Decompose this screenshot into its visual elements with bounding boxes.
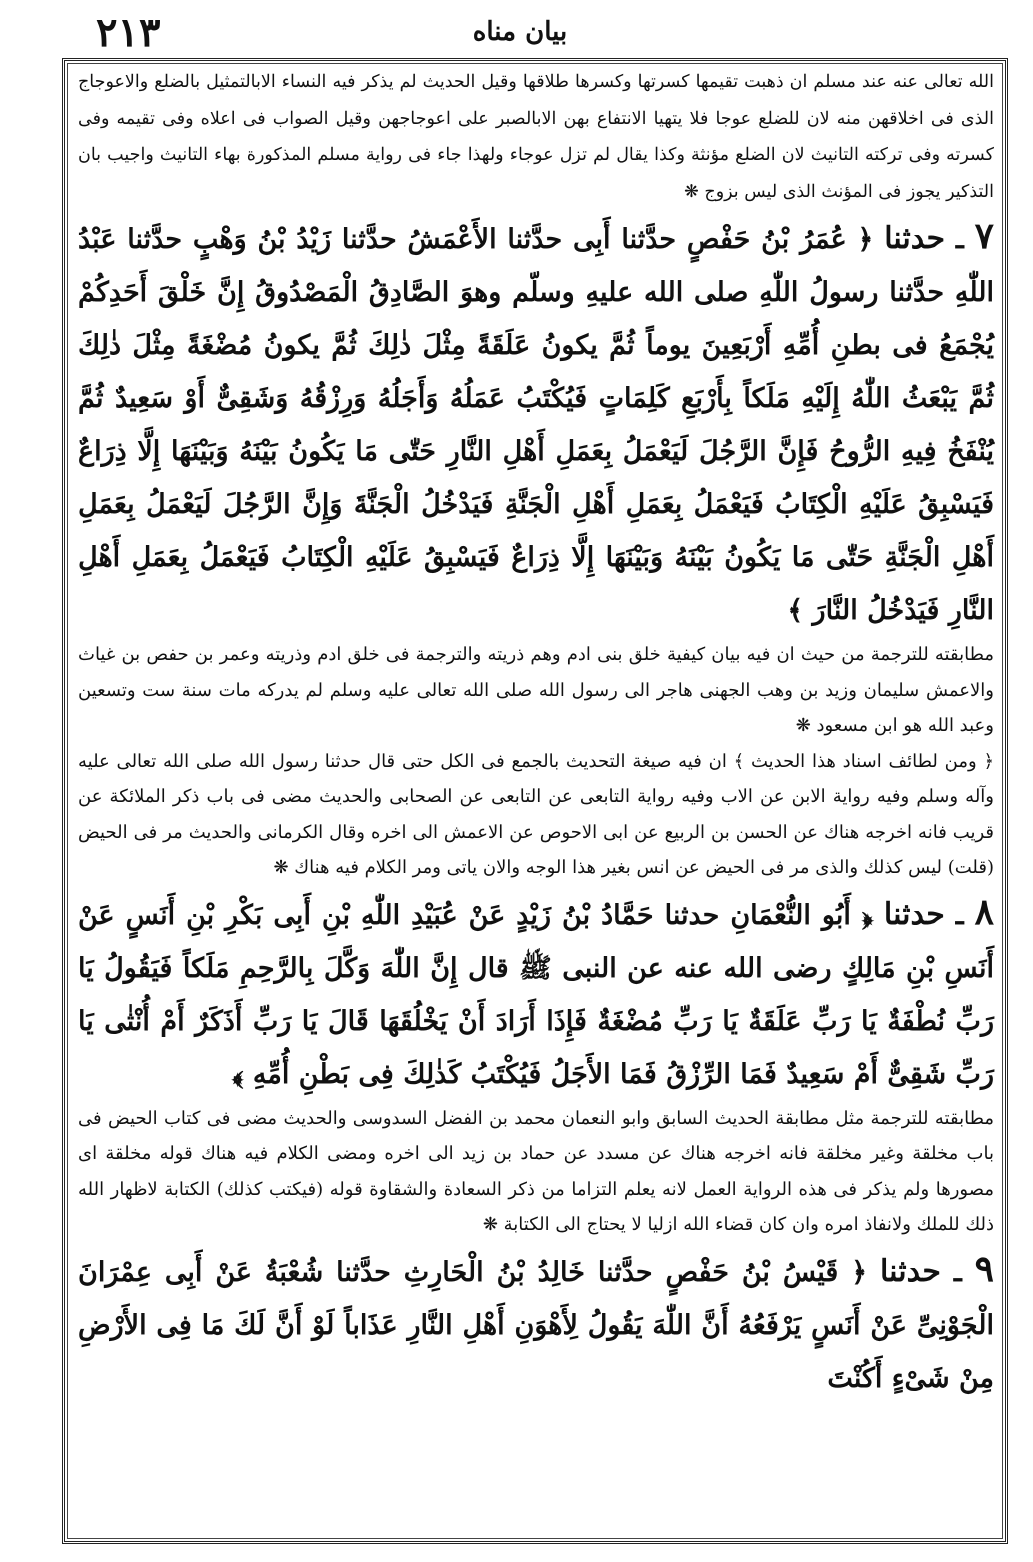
page-number: ۲۱۳ bbox=[96, 9, 161, 56]
commentary-text: مطابقته للترجمة مثل مطابقة الحديث السابق وابو النعمان محمد بن الفضل السدوسى والحديث مضى فى كتاب الحيض فى باب مخلقة وغير مخلقة فانه اخرجه هناك عن مسدد عن حماد بن زيد الى اخره ومضى الكلام فيه هناك قوله مخلقة اى مصورها ولم يذكر فى هذه الرواية العمل لانه يعلم التزاما من ذكر السعادة والشقاوة قوله (فيكتب كذلك) الكتابة لاظهار الله ذلك للملك ولانفاذ امره وان كان قضاء الله ازليا لا يحتاج الى الكتابة ❋ bbox=[78, 1107, 994, 1235]
commentary-hadith-8 bbox=[72, 1101, 1000, 1243]
isnad-subtleties bbox=[72, 744, 1000, 886]
hadith-dash: ـ bbox=[953, 1256, 962, 1288]
commentary-text: مطابقته للترجمة من حيث ان فيه بيان كيفية خلق بنى ادم وهم ذريته والترجمة فى خلق ادم وذريته وعمر بن حفص بن غياث والاعمش سليمان وزيد بن وهب الجهنى هاجر الى رسول الله صلى الله تعالى عليه وسلم لم يدركه مات سنة ست وتسعين وعبد الله هو ابن مسعود ❋ bbox=[78, 644, 994, 736]
running-title: بیان مناه bbox=[472, 17, 568, 47]
hadith-text: ﴿ عُمَرُ بْنُ حَفْصٍ حدَّثنا أَبِى حدَّثنا الأَعْمَشُ حدَّثنا زَيْدُ بْنُ وَهْبٍ حدَّثنا عَبْدُ اللّٰهِ حدَّثنا رسولُ اللّٰهِ صلى الله عليهِ وسلّم وهوَ الصَّادِقُ الْمَصْدُوقُ إِنَّ خَلْقَ أَحَدِكُمْ يُجْمَعُ فى بطنِ أُمِّهِ أَرْبَعِينَ يوماً ثُمَّ يكونُ عَلَقَةً مِثْلَ ذٰلِكَ ثُمَّ يكونُ مُضْغَةً مِثْلَ ذٰلِكَ ثُمَّ يَبْعَثُ اللّٰهُ إِلَيْهِ مَلَكاً بِأَرْبَعِ كَلِمَاتٍ فَيُكْتَبُ عَمَلُهُ وَأَجَلُهُ وَرِزْقُهُ وَشَقِىٌّ أَوْ سَعِيدٌ ثُمَّ يُنْفَخُ فِيهِ الرُّوحُ فَإِنَّ الرَّجُلَ لَيَعْمَلُ بِعَمَلِ أَهْلِ النَّارِ حَتّٰى مَا يَكُونُ بَيْنَهُ وَبَيْنَهَا إِلَّا ذِرَاعٌ فَيَسْبِقُ عَلَيْهِ الْكِتَابُ فَيَعْمَلُ بِعَمَلِ أَهْلِ الْجَنَّةِ فَيَدْخُلُ الْجَنَّةَ وَإِنَّ الرَّجُلَ لَيَعْمَلُ بِعَمَلِ أَهْلِ الْجَنَّةِ حَتّٰى مَا يَكُونُ بَيْنَهُ وَبَيْنَهَا إِلَّا ذِرَاعٌ فَيَسْبِقُ عَلَيْهِ الْكِتَابُ فَيَعْمَلُ بِعَمَلِ أَهْلِ النَّارِ فَيَدْخُلُ النَّارَ ﴾ bbox=[78, 224, 994, 626]
hadith-number: ۸ bbox=[974, 890, 994, 933]
commentary-hadith-7 bbox=[72, 637, 1000, 744]
hadith-text: ﴿ أَبُو النُّعْمَانِ حدثنا حَمَّادُ بْنُ زَيْدٍ عَنْ عُبَيْدِ اللّٰهِ بْنِ أَبِى بَكْرِ بْنِ أَنَسٍ عَنْ أَنَسِ بْنِ مَالِكٍ رضى الله عنه عن النبى ﷺ قال إِنَّ اللّٰهَ وَكَّلَ بِالرَّحِمِ مَلَكاً فَيَقُولُ يَا رَبِّ نُطْفَةٌ يَا رَبِّ عَلَقَةٌ يَا رَبِّ مُضْغَةٌ فَإِذَا أَرَادَ أَنْ يَخْلُقَهَا قَالَ يَا رَبِّ أَذَكَرٌ أَمْ أُنْثٰى يَا رَبِّ شَقِىٌّ أَمْ سَعِيدٌ فَمَا الرِّزْقُ فَمَا الأَجَلُ فَيُكْتَبُ كَذٰلِكَ فِى بَطْنِ أُمِّهِ ﴾ bbox=[78, 899, 994, 1090]
hadith-text: ﴿ قَيْسُ بْنُ حَفْصٍ حدَّثنا خَالِدُ بْنُ الْحَارِثِ حدَّثنا شُعْبَةُ عَنْ أَبِى عِمْرَانَ الْجَوْنِىِّ عَنْ أَنَسٍ يَرْفَعُهُ أَنَّ اللّٰهَ يَقُولُ لِأَهْوَنِ أَهْلِ النَّارِ عَذَاباً لَوْ أَنَّ لَكَ مَا فِى الأَرْضِ مِنْ شَىْءٍ أَكُنْتَ bbox=[78, 1256, 994, 1394]
hadith-number: ۹ bbox=[974, 1247, 995, 1290]
haddathana-marker: حدثنا bbox=[883, 896, 945, 932]
hadith-8 bbox=[72, 886, 1000, 1101]
commentary-text: الله تعالى عنه عند مسلم ان ذهبت تقيمها كسرتها وكسرها طلاقها وقيل الحديث لم يذكر فيه النساء الابالتمثيل بالضلع والاعوجاج الذى فى اخلاقهن منه لان للضلع عوجا فلا يتهيا الانتفاع بهن الابالصبر على اعوجاجهن وقيل الصواب فى اعلاه وفى تقيمه وفى كسرته وفى تركته التانيث لان الضلع مؤنثة وكذا يقال لم تزل عوجاء ولهذا جاء فى رواية مسلم المذكورة بهاء التانيث واجيب بان التذكير يجوز فى المؤنث الذى ليس بزوج ❋ bbox=[78, 72, 994, 202]
hadith-dash: ـ bbox=[955, 224, 964, 255]
hadith-7 bbox=[72, 210, 1000, 637]
page-content bbox=[72, 64, 1000, 1540]
hadith-dash: ـ bbox=[955, 899, 964, 931]
carried-over-commentary bbox=[72, 64, 1000, 210]
haddathana-marker: حدثنا bbox=[884, 221, 946, 256]
commentary-text: ﴿ ومن لطائف اسناد هذا الحديث ﴾ ان فيه صيغة التحديث بالجمع فى الكل حتى قال حدثنا رسول الله صلى الله تعالى عليه وآله وسلم وفيه رواية الابن عن الاب وفيه رواية التابعى عن التابعى عن الصحابى والحديث مضى فى باب ذكر الملائكة عن قريب فانه اخرجه هناك عن الحسن بن الربيع عن ابى الاحوص عن الاعمش الى اخره وقال الكرمانى والحديث مر فى الحيض (قلت) ليس كذلك والذى مر فى الحيض عن انس بغير هذا الوجه والان ياتى ومر الكلام فيه هناك ❋ bbox=[78, 750, 994, 878]
hadith-number: ۷ bbox=[974, 215, 995, 257]
hadith-9 bbox=[72, 1243, 1000, 1405]
haddathana-marker: حدثنا bbox=[880, 1253, 941, 1289]
